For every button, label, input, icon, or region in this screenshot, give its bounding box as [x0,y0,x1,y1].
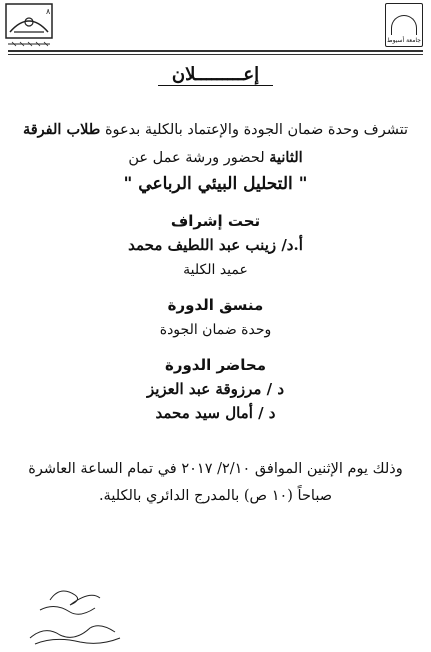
faculty-logo-number: ٨ [46,7,51,16]
supervision-heading: تحت إشراف [170,212,261,230]
intro-target-students: طلاب الفرقة الثانية [22,121,303,166]
intro-suffix: لحضور ورشة عمل عن [128,150,265,166]
supervisor-name: أ.د/ زينب عبد اللطيف محمد [128,236,303,254]
coordinator-heading: منسق الدورة [167,296,264,314]
header-divider [8,50,423,52]
university-logo [385,3,423,47]
header-divider-thin [8,54,423,55]
faculty-logo [4,2,54,48]
closing-paragraph [10,456,421,510]
intro-prefix: تتشرف وحدة ضمان الجودة والإعتماد بالكلية بدعوة [104,122,409,138]
closing-line-2: صباحاً (١٠ ص) بالمدرج الدائري بالكلية. [98,488,333,504]
supervisor-title: عميد الكلية [183,262,248,278]
university-logo-caption: جامعة أسيوط [387,37,421,44]
letterhead [0,0,431,52]
handwritten-signature [20,580,130,650]
lecturers-heading: محاضر الدورة [164,356,267,374]
closing-line-1: وذلك يوم الإثنين الموافق ٢/١٠/ ٢٠١٧ في تمام الساعة العاشرة [28,461,403,477]
announcement-title: إعـــــــــلان [0,64,431,90]
workshop-title: " التحليل البيئي الرباعي " [123,174,308,194]
coordinator-name: وحدة ضمان الجودة [159,322,272,338]
lecturer-1: د / مرزوقة عبد العزيز [146,380,285,398]
invitation-paragraph [14,116,417,172]
announcement-body [0,56,431,510]
arch-icon [391,15,417,35]
lecturer-2: د / أمال سيد محمد [155,404,276,422]
